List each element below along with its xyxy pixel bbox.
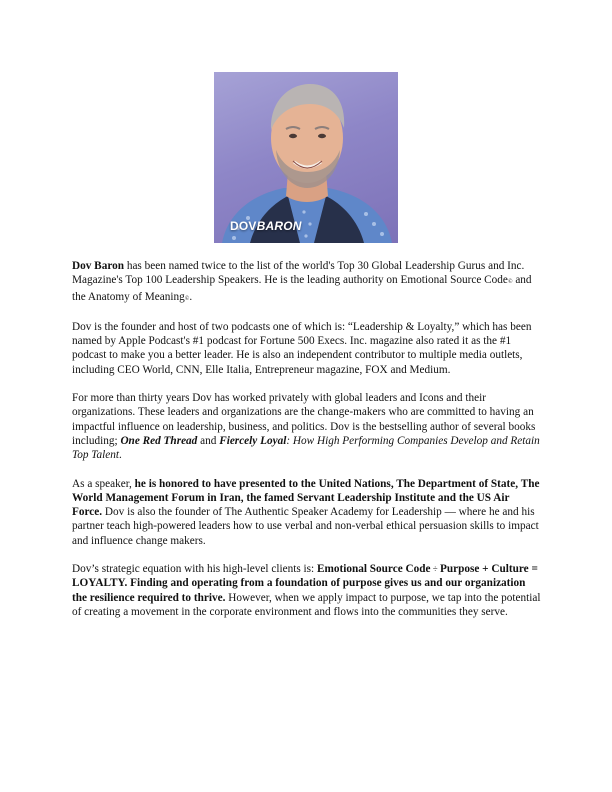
equation-bold-2: Purpose + Culture = LOYALTY. Finding and operating from a foundation of purpose gives us and our organization the resilience required to thrive.	[72, 563, 538, 604]
speaker-text-2: Dov is also the founder of The Authentic Speaker Academy for Leadership — where he and his partner teach high-powered leaders how to use verbal and non-verbal ethical persuasion skills to impact and influence change makers.	[72, 506, 539, 547]
portrait-photo	[214, 72, 398, 243]
speaker-text-1: As a speaker,	[72, 477, 135, 490]
speaker-bold: he is honored to have presented to the United Nations, The Department of State, The World Management Forum in Iran, the famed Servant Leadership Institute and the US Air Force.	[72, 477, 540, 519]
name-bold: Dov Baron	[72, 260, 124, 272]
equation-text-2: However, when we apply impact to purpose, we tap into the potential of creating a movement in the corporate environment and flows into the communities they serve.	[72, 591, 541, 618]
intro-text-2: and the Anatomy of Meaning	[72, 274, 532, 303]
photo-brand-logo	[230, 219, 302, 233]
copyright-mark-2: ©	[184, 295, 190, 302]
book-subtitle: : How High Performing Companies Develop and Retain Top Talent	[72, 434, 540, 462]
equation-bold-1: Emotional Source Code	[316, 563, 431, 576]
brand-first: DOV	[230, 219, 257, 233]
intro-text-1: has been named twice to the list of the world's Top 30 Global Leadership Gurus and Inc. Magazine's Top 100 Leadership Speakers. He is the leading authority on Emotional Source Code	[72, 260, 525, 287]
paragraph-podcasts: Dov is the founder and host of two podcasts one of which is: “Leadership & Loyalty,” which has been named by Apple Podcast's #1 podcast for Fortune 500 Execs. Inc. magazine also rated it as the #1 podcast to make you a better leader. He is also an independent contributor to multiple media outlets, including CEO World, CNN, Elle Italia, Entrepreneur magazine, FOX and Medium.	[72, 320, 532, 376]
brand-second: BARON	[256, 219, 302, 233]
experience-text-2: and	[197, 434, 220, 447]
paragraph-intro	[72, 259, 542, 306]
portrait-illustration	[214, 72, 398, 243]
book-title-2: Fiercely Loyal	[219, 434, 287, 447]
paragraph-experience	[72, 391, 542, 462]
equation-text-1: Dov’s strategic equation with his high-level clients is:	[72, 563, 317, 576]
copyright-mark-1: ©	[507, 279, 513, 286]
paragraph-speaker	[72, 477, 542, 548]
paragraph-equation	[72, 562, 542, 619]
experience-text-4: .	[119, 449, 122, 462]
divide-mark: ÷	[430, 564, 440, 575]
book-title-1: One Red Thread	[120, 434, 198, 447]
intro-text-3: .	[189, 290, 193, 303]
bio-content	[72, 259, 542, 633]
experience-text-1: For more than thirty years Dov has worked privately with global leaders and Icons and their organizations. These leaders and organizations are the change-makers who are committed to having an impactful influence on leadership, business, and politics. Dov is the bestselling author of several books including;	[72, 392, 536, 447]
